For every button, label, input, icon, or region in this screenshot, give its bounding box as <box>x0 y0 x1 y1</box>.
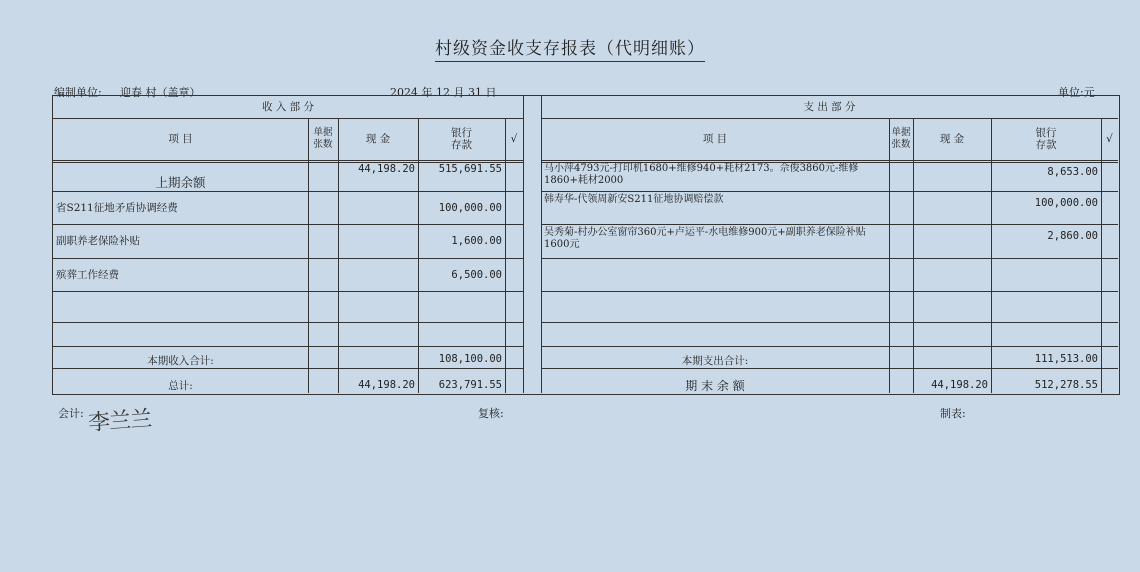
expense-section-title: 支 出 部 分 <box>803 101 856 113</box>
report-table <box>52 95 1120 395</box>
report-title: 村级资金收支存报表（代明细账） <box>0 34 1140 59</box>
income-col-bank: 银行 存款 <box>451 127 472 151</box>
table-row-item <box>541 291 889 322</box>
reviewer-label: 复核: <box>478 407 504 420</box>
income-col-voucher: 单据 张数 <box>313 127 333 150</box>
unit-name: 迎春 村（盖章） <box>120 86 201 99</box>
table-row-cash <box>913 191 991 224</box>
expense-col-bank: 银行 存款 <box>1035 127 1057 151</box>
table-row-cash <box>913 224 991 258</box>
expense-col-item: 项 目 <box>702 133 728 145</box>
table-row-bank <box>991 291 1101 322</box>
table-row-item <box>541 258 889 291</box>
table-row-item: 副职养老保险补贴 <box>56 235 140 247</box>
table-row-cash <box>338 258 418 291</box>
table-row-cash <box>338 322 418 346</box>
table-row-item <box>53 322 308 346</box>
table-row-item: 上期余额 <box>155 175 206 190</box>
table-row-bank: 515,691.55 <box>438 163 502 175</box>
accountant-signature: 李兰兰 <box>87 406 152 437</box>
accountant-label: 会计: <box>58 407 84 420</box>
table-divider <box>523 96 524 393</box>
total-cash: 44,198.20 <box>931 379 988 391</box>
table-row-cash <box>913 322 991 346</box>
table-row-item: 殡葬工作经费 <box>56 268 119 281</box>
total-label: 总计: <box>168 380 193 392</box>
subtotal-label: 本期支出合计: <box>681 355 749 367</box>
report-date: 2024 年 12 月 31 日 <box>390 86 497 99</box>
table-row-bank: 2,860.00 <box>1047 230 1098 242</box>
table-row-item: 马小萍4793元-打印机1680+维修940+耗材2173。佘俊3860元-维修1860+耗材2000 <box>544 163 859 186</box>
total-label: 期 末 余 额 <box>685 379 745 393</box>
expense-col-cash: 现 金 <box>939 133 965 145</box>
table-row-cash <box>338 191 418 224</box>
income-col-item: 项 目 <box>168 133 193 145</box>
subtotal-label: 本期收入合计: <box>147 355 214 367</box>
total-bank: 623,791.55 <box>438 379 502 391</box>
expense-col-check: √ <box>1106 133 1113 145</box>
total-bank: 512,278.55 <box>1034 379 1098 391</box>
income-section-title: 收 入 部 分 <box>261 101 314 113</box>
table-row-bank <box>418 322 505 346</box>
table-row-cash <box>338 224 418 258</box>
expense-col-voucher: 单据 张数 <box>891 127 911 150</box>
table-row-item: 省S211征地矛盾协调经费 <box>56 201 178 214</box>
table-row-bank: 1,600.00 <box>451 235 502 247</box>
table-row-bank <box>418 291 505 322</box>
table-row-cash <box>913 160 991 191</box>
table-row-bank <box>991 258 1101 291</box>
total-cash: 44,198.20 <box>358 379 415 391</box>
table-row-bank: 100,000.00 <box>438 201 502 214</box>
income-col-cash: 现 金 <box>365 133 391 145</box>
preparer-label: 制表: <box>940 407 966 420</box>
table-row-bank: 8,653.00 <box>1047 166 1098 178</box>
unit-label: 编制单位: <box>54 86 102 99</box>
currency-unit: 单位:元 <box>1058 86 1095 99</box>
table-row-cash <box>338 291 418 322</box>
table-row-bank <box>991 322 1101 346</box>
income-col-check: √ <box>510 133 518 145</box>
subtotal-bank: 108,100.00 <box>438 353 502 365</box>
table-row-bank: 6,500.00 <box>451 268 502 281</box>
table-row-cash <box>913 258 991 291</box>
table-row-item: 韩寿华-代领周新安S211征地协调赔偿款 <box>544 194 724 205</box>
subtotal-bank: 111,513.00 <box>1034 353 1098 365</box>
table-row-item: 吴秀菊-村办公室窗帘360元+卢运平-水电维修900元+副职养老保险补贴1600元 <box>544 227 866 250</box>
table-row-cash: 44,198.20 <box>358 163 415 175</box>
table-row-item <box>541 322 889 346</box>
table-row-item <box>53 291 308 322</box>
table-row-cash <box>913 291 991 322</box>
table-row-bank: 100,000.00 <box>1034 197 1098 209</box>
